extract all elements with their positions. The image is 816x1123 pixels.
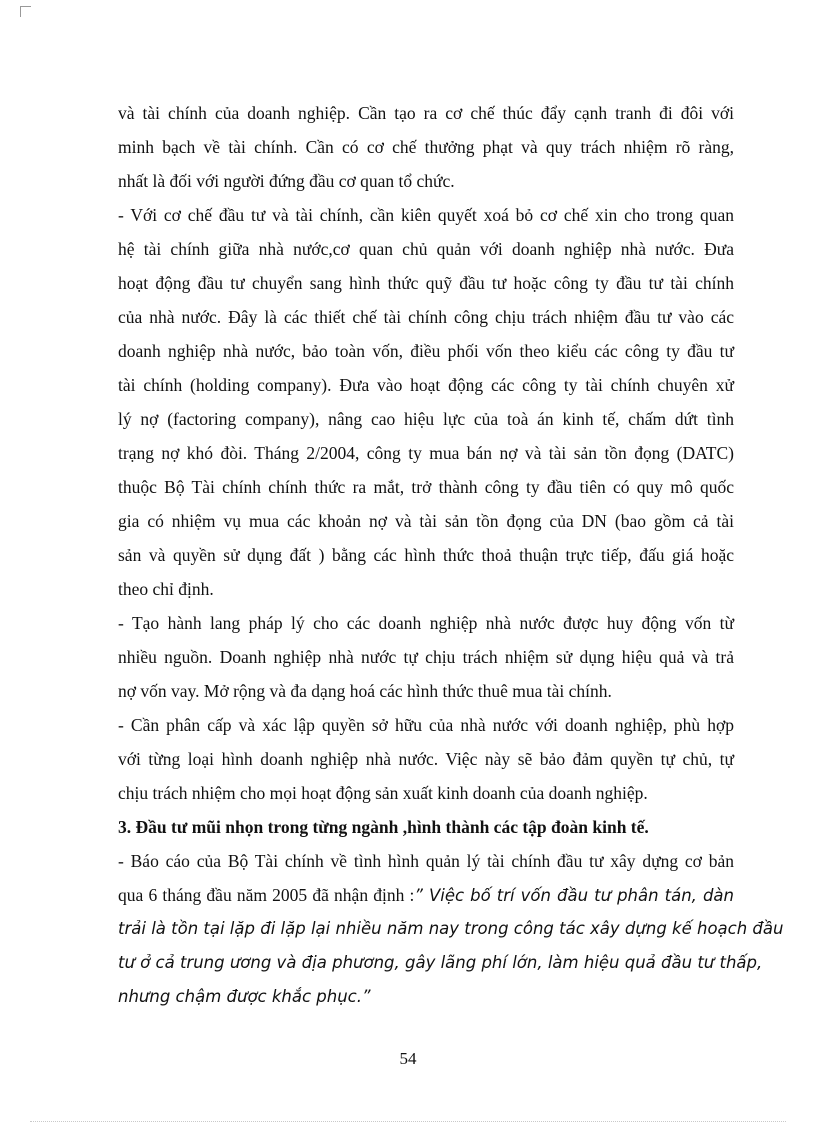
text-line-quote-part: ” Việc bố trí vốn đầu tư phân tán, dàn <box>414 886 734 905</box>
text-line: gia có nhiệm vụ mua các khoản nợ và tài sản tồn đọng của DN (bao gồm cả tài <box>118 511 734 531</box>
text-line: nhất là đối với người đứng đầu cơ quan tổ chức. <box>118 171 455 191</box>
text-line: lý nợ (factoring company), nâng cao hiệu lực của toà án kinh tế, chấm dứt tình <box>118 409 734 429</box>
text-line: hoạt động đầu tư chuyển sang hình thức quỹ đầu tư hoặc công ty đầu tư tài chính <box>118 273 734 293</box>
paragraph-block <box>118 96 734 878</box>
document-body <box>118 96 784 1014</box>
text-line: trạng nợ khó đòi. Tháng 2/2004, công ty mua bán nợ và tài sản tồn đọng (DATC) <box>118 443 734 463</box>
text-line: - Tạo hành lang pháp lý cho các doanh nghiệp nhà nước được huy động vốn từ <box>118 613 734 633</box>
text-line-plain-part: qua 6 tháng đầu năm 2005 đã nhận định : <box>118 885 415 905</box>
text-line: tư ở cả trung ương và địa phương, gây lãng phí lớn, làm hiệu quả đầu tư thấp, <box>118 953 763 972</box>
text-line: tài chính (holding company). Đưa vào hoạt động các công ty tài chính chuyên xử <box>118 375 734 395</box>
quote-block <box>118 912 784 1014</box>
text-line: và tài chính của doanh nghiệp. Cần tạo ra cơ chế thúc đẩy cạnh tranh đi đôi với <box>118 103 734 123</box>
text-line: theo chỉ định. <box>118 579 214 599</box>
text-line: với từng loại hình doanh nghiệp nhà nước. Việc này sẽ bảo đảm quyền tự chủ, tự <box>118 749 734 769</box>
page-corner-mark <box>20 6 31 17</box>
text-line: sản và quyền sử dụng đất ) bằng các hình thức thoả thuận trực tiếp, đấu giá hoặc <box>118 545 734 565</box>
text-line: nợ vốn vay. Mở rộng và đa dạng hoá các hình thức thuê mua tài chính. <box>118 681 612 701</box>
text-line: chịu trách nhiệm cho mọi hoạt động sản xuất kinh doanh của doanh nghiệp. <box>118 783 648 803</box>
text-line: hệ tài chính giữa nhà nước,cơ quan chủ quản với doanh nghiệp nhà nước. Đưa <box>118 239 734 259</box>
text-line: - Cần phân cấp và xác lập quyền sở hữu của nhà nước với doanh nghiệp, phù hợp <box>118 715 734 735</box>
text-line: minh bạch về tài chính. Cần có cơ chế thưởng phạt và quy trách nhiệm rõ ràng, <box>118 137 734 157</box>
footer-divider <box>30 1121 786 1122</box>
text-line: nhưng chậm được khắc phục.” <box>118 987 371 1006</box>
text-line: thuộc Bộ Tài chính chính thức ra mắt, trở thành công ty đầu tiên có quy mô quốc <box>118 477 734 497</box>
text-line: của nhà nước. Đây là các thiết chế tài chính công chịu trách nhiệm đầu tư vào các <box>118 307 734 327</box>
text-line: doanh nghiệp nhà nước, bảo toàn vốn, điều phối vốn theo kiểu các công ty đầu tư <box>118 341 734 361</box>
section-heading: 3. Đầu tư mũi nhọn trong từng ngành ,hình thành các tập đoàn kinh tế. <box>118 817 649 837</box>
text-line: - Báo cáo của Bộ Tài chính về tình hình quản lý tài chính đầu tư xây dựng cơ bản <box>118 851 734 871</box>
page-number: 54 <box>399 1049 417 1068</box>
text-line: trải là tồn tại lặp đi lặp lại nhiều năm nay trong công tác xây dựng kế hoạch đầu <box>118 919 784 938</box>
text-line: - Với cơ chế đầu tư và tài chính, cần kiên quyết xoá bỏ cơ chế xin cho trong quan <box>118 205 734 225</box>
text-line: nhiều nguồn. Doanh nghiệp nhà nước tự chịu trách nhiệm sử dụng hiệu quả và trả <box>118 647 734 667</box>
text-line-mixed <box>118 878 734 912</box>
